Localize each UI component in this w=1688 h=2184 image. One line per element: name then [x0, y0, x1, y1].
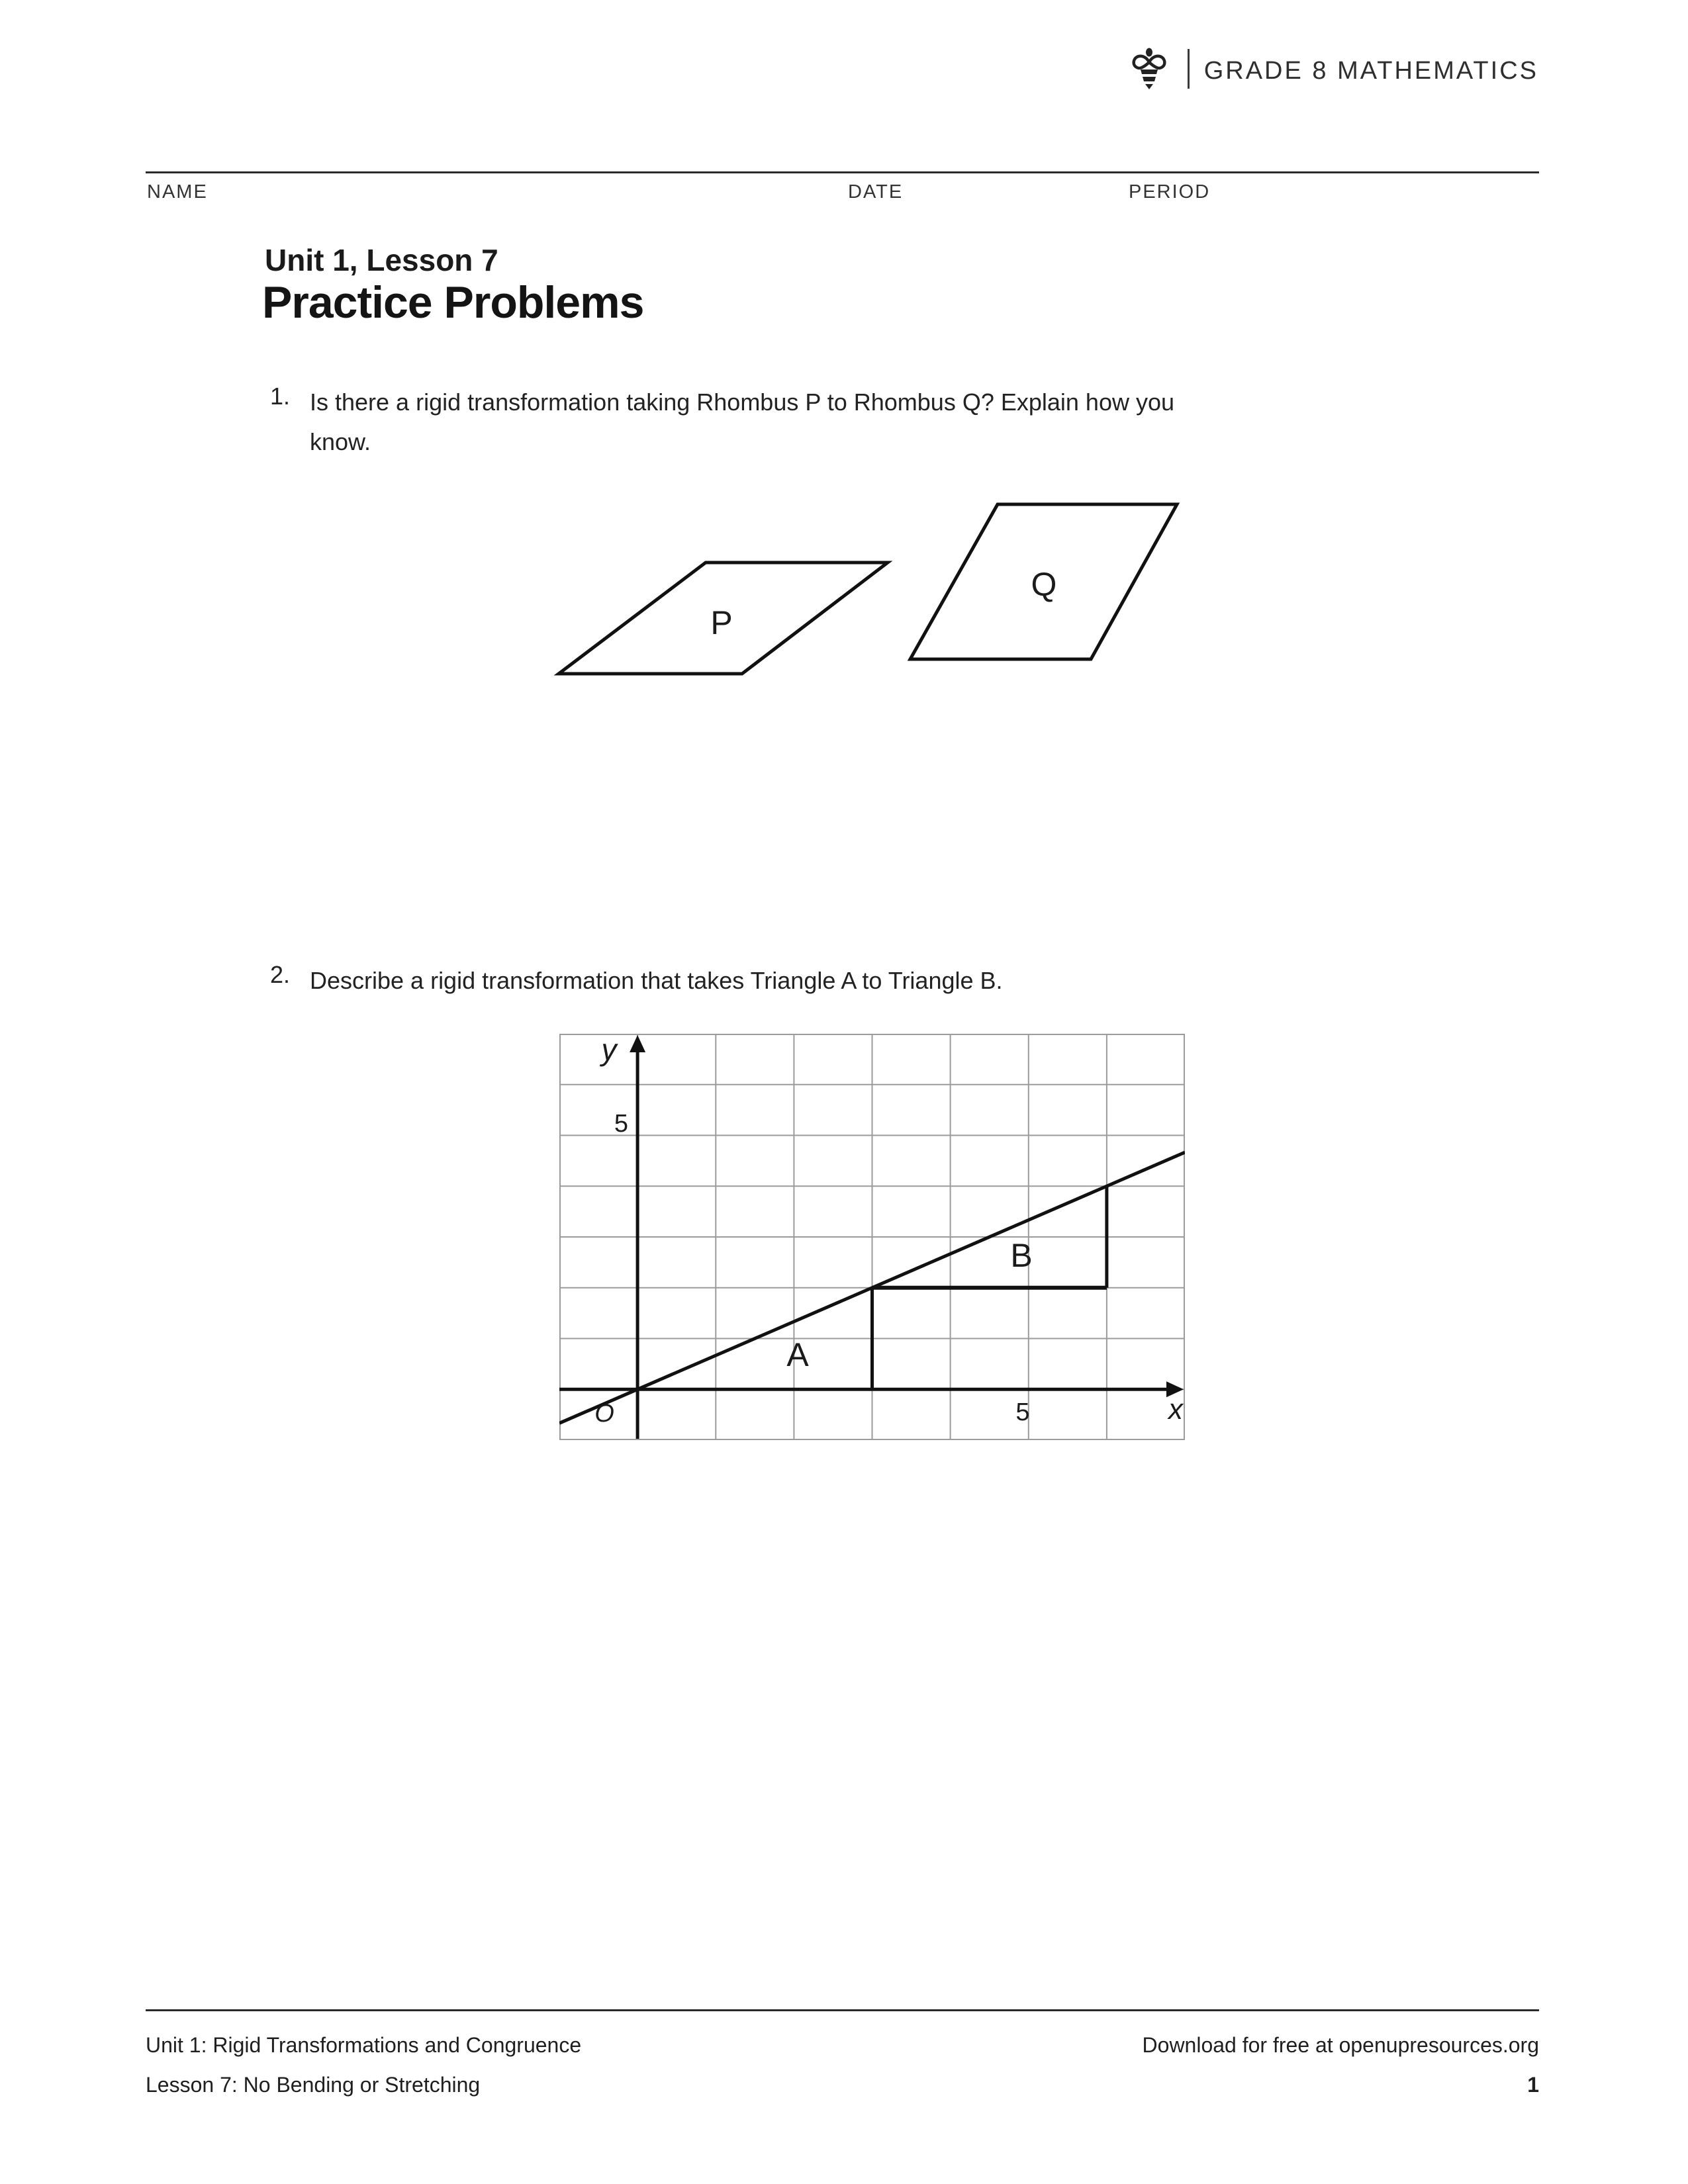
y-axis-label: y — [601, 1034, 617, 1067]
footer-download: Download for free at openupresources.org — [1142, 2033, 1539, 2057]
header-divider — [1188, 49, 1190, 89]
problem-1-line-1: Is there a rigid transformation taking Rhombus P to Rhombus Q? Explain how you — [310, 388, 1175, 416]
axes — [559, 1048, 1173, 1439]
footer-rule — [146, 2009, 1539, 2011]
problem-2-line-1: Describe a rigid transformation that takes Triangle A to Triangle B. — [310, 967, 1003, 994]
problem-1-text — [310, 383, 1369, 462]
problem-2-text — [310, 961, 1369, 1001]
date-label: DATE — [848, 181, 904, 203]
problem-2-number: 2. — [269, 961, 290, 988]
footer-unit: Unit 1: Rigid Transformations and Congruence — [146, 2033, 582, 2057]
figure-coordinate-grid — [559, 1034, 1185, 1440]
period-label: PERIOD — [1129, 181, 1211, 203]
origin-label: O — [594, 1400, 614, 1428]
problem-1-number: 1. — [269, 383, 290, 410]
rhombus-p-label: P — [710, 604, 733, 641]
problem-1-line-2: know. — [310, 428, 371, 455]
x-axis-label: x — [1168, 1393, 1183, 1426]
lesson-subtitle: Unit 1, Lesson 7 — [265, 243, 498, 277]
triangle-b-label: B — [1010, 1237, 1033, 1274]
triangle-a-label: A — [786, 1336, 809, 1373]
x-tick-5: 5 — [1015, 1398, 1030, 1426]
y-axis-arrow-icon — [630, 1035, 645, 1052]
name-label: NAME — [147, 181, 208, 203]
y-tick-5: 5 — [614, 1110, 628, 1138]
rhombus-q-label: Q — [1031, 566, 1057, 603]
bee-icon — [1132, 48, 1166, 90]
footer-lesson: Lesson 7: No Bending or Stretching — [146, 2073, 481, 2097]
name-row-rule — [146, 171, 1539, 173]
figure-rhombi — [549, 488, 1192, 682]
footer-page-number: 1 — [1527, 2073, 1539, 2097]
page-title: Practice Problems — [262, 277, 644, 328]
header-brand: GRADE 8 MATHEMATICS — [1203, 57, 1538, 85]
